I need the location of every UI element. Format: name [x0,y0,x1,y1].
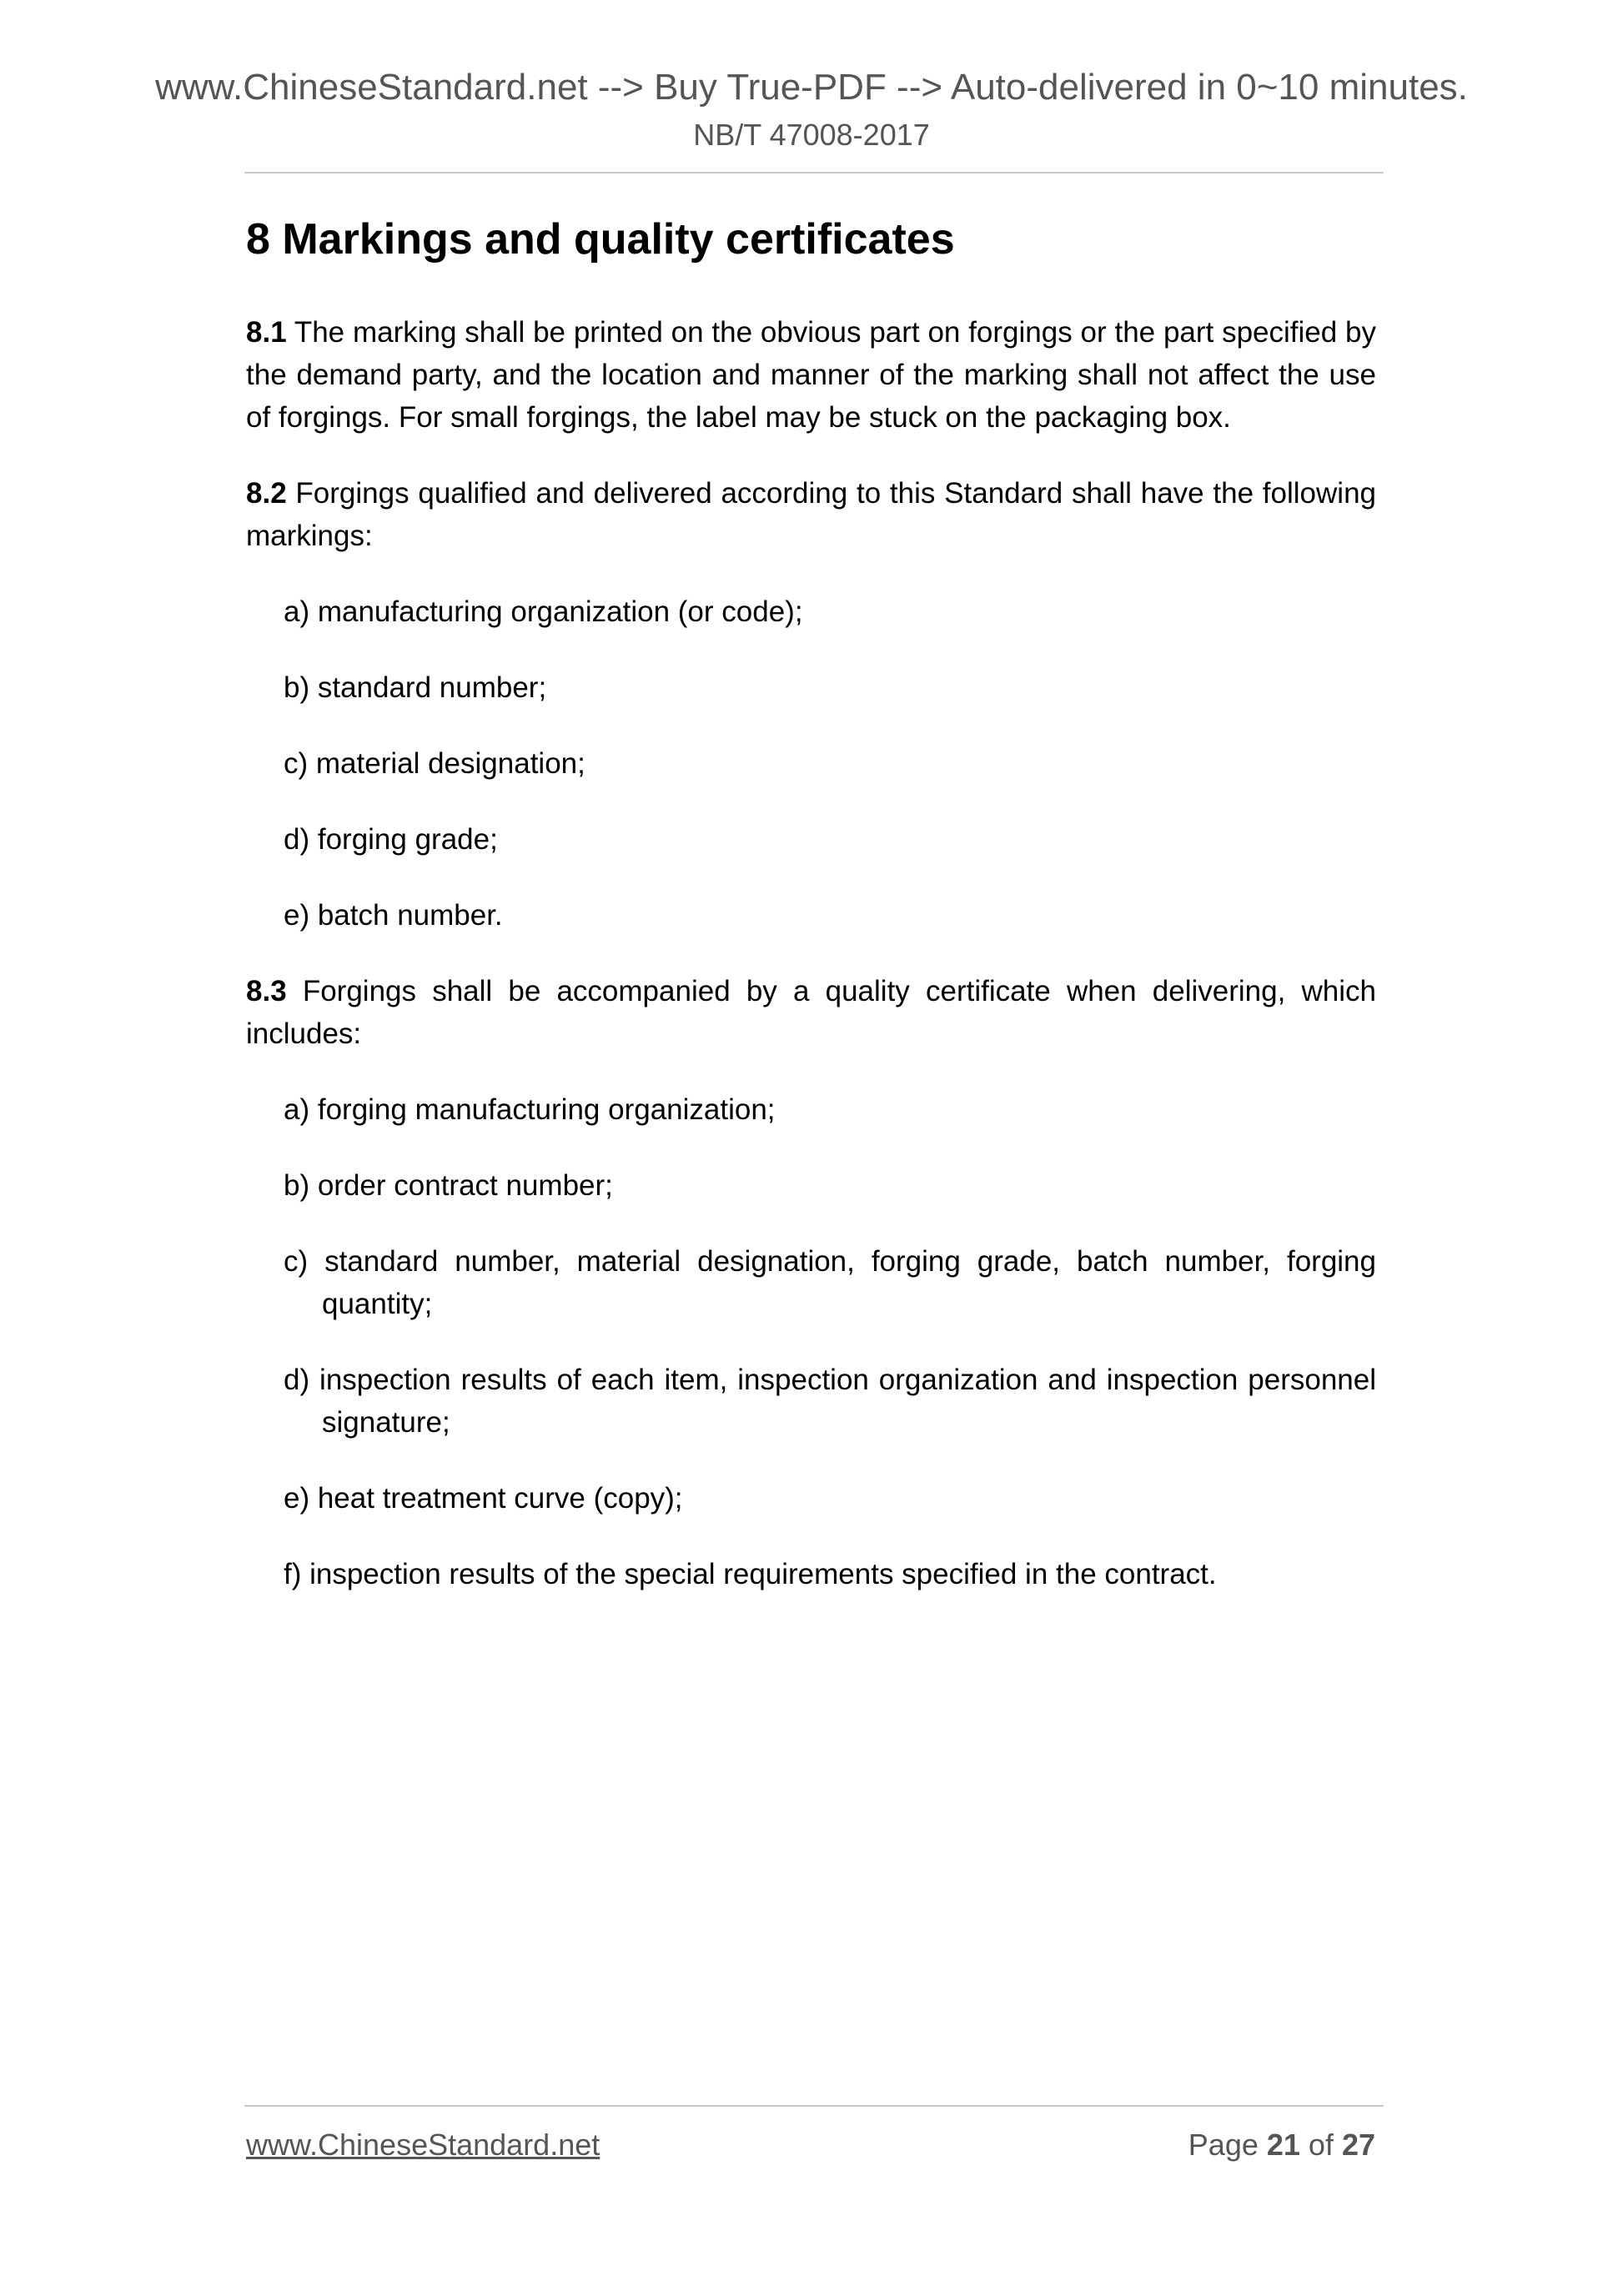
list-item: a) manufacturing organization (or code); [284,595,803,628]
page-total: 27 [1341,2128,1375,2162]
clause-text: Forgings qualified and delivered according to this Standard shall have the following markings: [246,477,1376,552]
list-item: d) inspection results of each item, inspection organization and inspection personnel signature; [284,1364,1376,1439]
clause-8-1 [246,311,1376,439]
clause-number: 8.1 [246,316,287,349]
list-item: e) batch number. [284,899,503,932]
list-item: c) standard number, material designation, forging grade, batch number, forging quantity; [284,1245,1376,1320]
page-current: 21 [1266,2128,1300,2162]
list-item: d) forging grade; [284,823,498,856]
header-divider [244,172,1384,173]
section-title: 8 Markings and quality certificates [246,215,955,264]
list-item: c) material designation; [284,747,585,780]
page-prefix: Page [1188,2128,1267,2162]
footer-site-link[interactable]: www.ChineseStandard.net [246,2128,600,2162]
list-item: f) inspection results of the special requirements specified in the contract. [284,1558,1217,1590]
page-body [246,213,1376,1629]
list-item: b) order contract number; [284,1169,613,1202]
list-item: a) forging manufacturing organization; [284,1093,776,1126]
clause-number: 8.2 [246,477,287,510]
page-indicator [1188,2125,1375,2165]
footer-divider [244,2105,1384,2107]
clause-8-2 [246,472,1376,557]
page-of: of [1299,2128,1342,2162]
list-item: e) heat treatment curve (copy); [284,1482,683,1515]
document-number: NB/T 47008-2017 [693,118,930,152]
header-banner: www.ChineseStandard.net --> Buy True-PDF --> Auto-delivered in 0~10 minutes. [155,67,1468,108]
list-item: b) standard number; [284,671,547,704]
clause-text: Forgings shall be accompanied by a quality certificate when delivering, which includes: [246,975,1376,1050]
clause-text: The marking shall be printed on the obvious part on forgings or the part specified by the demand party, and the location and manner of the marking shall not affect the use of forgings. For small forgings, the label may be stuck on the packaging box. [246,316,1376,434]
clause-8-3 [246,970,1376,1055]
clause-number: 8.3 [246,975,287,1007]
